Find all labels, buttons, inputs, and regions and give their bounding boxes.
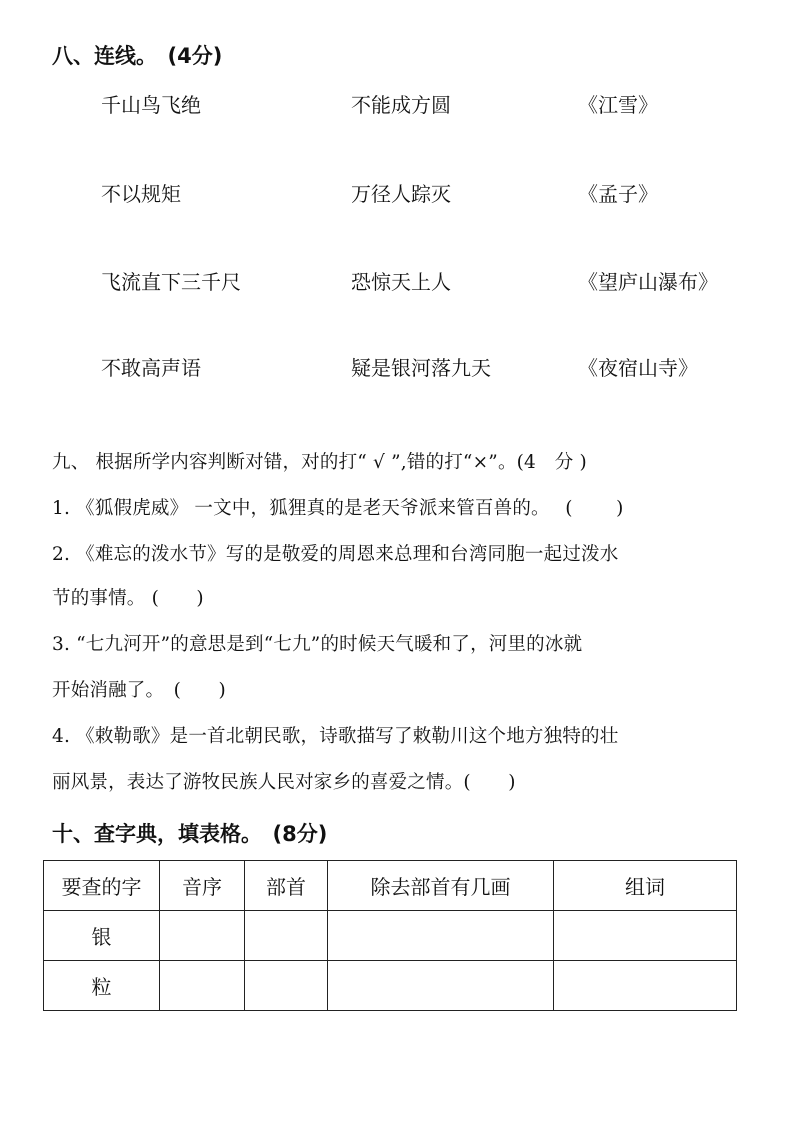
- section-9-title: 九、 根据所学内容判断对错，对的打“ √ ”,错的打“×”。(4 分 ): [52, 452, 587, 473]
- question-3-line-2: 开始消融了。 ( ): [52, 680, 226, 701]
- table-row: [44, 961, 737, 1011]
- question-2-line-2: 节的事情。 ( ): [52, 588, 204, 609]
- table-header-row: [44, 861, 737, 911]
- match-left-1: 千山鸟飞绝: [101, 93, 201, 117]
- answer-cell[interactable]: [554, 961, 737, 1011]
- answer-cell[interactable]: [328, 961, 554, 1011]
- match-mid-4: 疑是银河落九天: [351, 356, 491, 380]
- table-row: [44, 911, 737, 961]
- match-left-3: 飞流直下三千尺: [101, 270, 241, 294]
- match-mid-3: 恐惊天上人: [351, 270, 451, 294]
- match-right-4: 《夜宿山寺》: [578, 356, 698, 380]
- match-mid-1: 不能成方圆: [351, 93, 451, 117]
- match-right-2: 《孟子》: [578, 182, 658, 206]
- answer-cell[interactable]: [554, 911, 737, 961]
- header-word: 组词: [554, 861, 737, 911]
- header-pinyin-initial: 音序: [160, 861, 245, 911]
- row-char: 粒: [44, 961, 160, 1011]
- question-2-line-1: 2. 《难忘的泼水节》写的是敬爱的周恩来总理和台湾同胞一起过泼水: [52, 544, 619, 565]
- question-4-line-1: 4. 《敕勒歌》是一首北朝民歌，诗歌描写了敕勒川这个地方独特的壮: [52, 726, 619, 747]
- answer-cell[interactable]: [245, 961, 328, 1011]
- match-left-2: 不以规矩: [101, 182, 181, 206]
- match-right-3: 《望庐山瀑布》: [578, 270, 718, 294]
- match-mid-2: 万径人踪灭: [351, 182, 451, 206]
- dictionary-table: [43, 860, 737, 1011]
- header-radical: 部首: [245, 861, 328, 911]
- question-1: 1. 《狐假虎威》 一文中，狐狸真的是老天爷派来管百兽的。 ( ): [52, 498, 624, 519]
- answer-cell[interactable]: [328, 911, 554, 961]
- header-strokes: 除去部首有几画: [328, 861, 554, 911]
- section-8-title: 八、连线。 (4分): [52, 44, 223, 68]
- section-10-title: 十、查字典，填表格。 (8分): [52, 822, 328, 846]
- answer-cell[interactable]: [160, 911, 245, 961]
- answer-cell[interactable]: [245, 911, 328, 961]
- row-char: 银: [44, 911, 160, 961]
- header-char: 要查的字: [44, 861, 160, 911]
- question-4-line-2: 丽风景，表达了游牧民族人民对家乡的喜爱之情。( ): [52, 772, 516, 793]
- answer-cell[interactable]: [160, 961, 245, 1011]
- match-left-4: 不敢高声语: [101, 356, 201, 380]
- match-right-1: 《江雪》: [578, 93, 658, 117]
- question-3-line-1: 3. “七九河开”的意思是到“七九”的时候天气暖和了，河里的冰就: [52, 634, 583, 655]
